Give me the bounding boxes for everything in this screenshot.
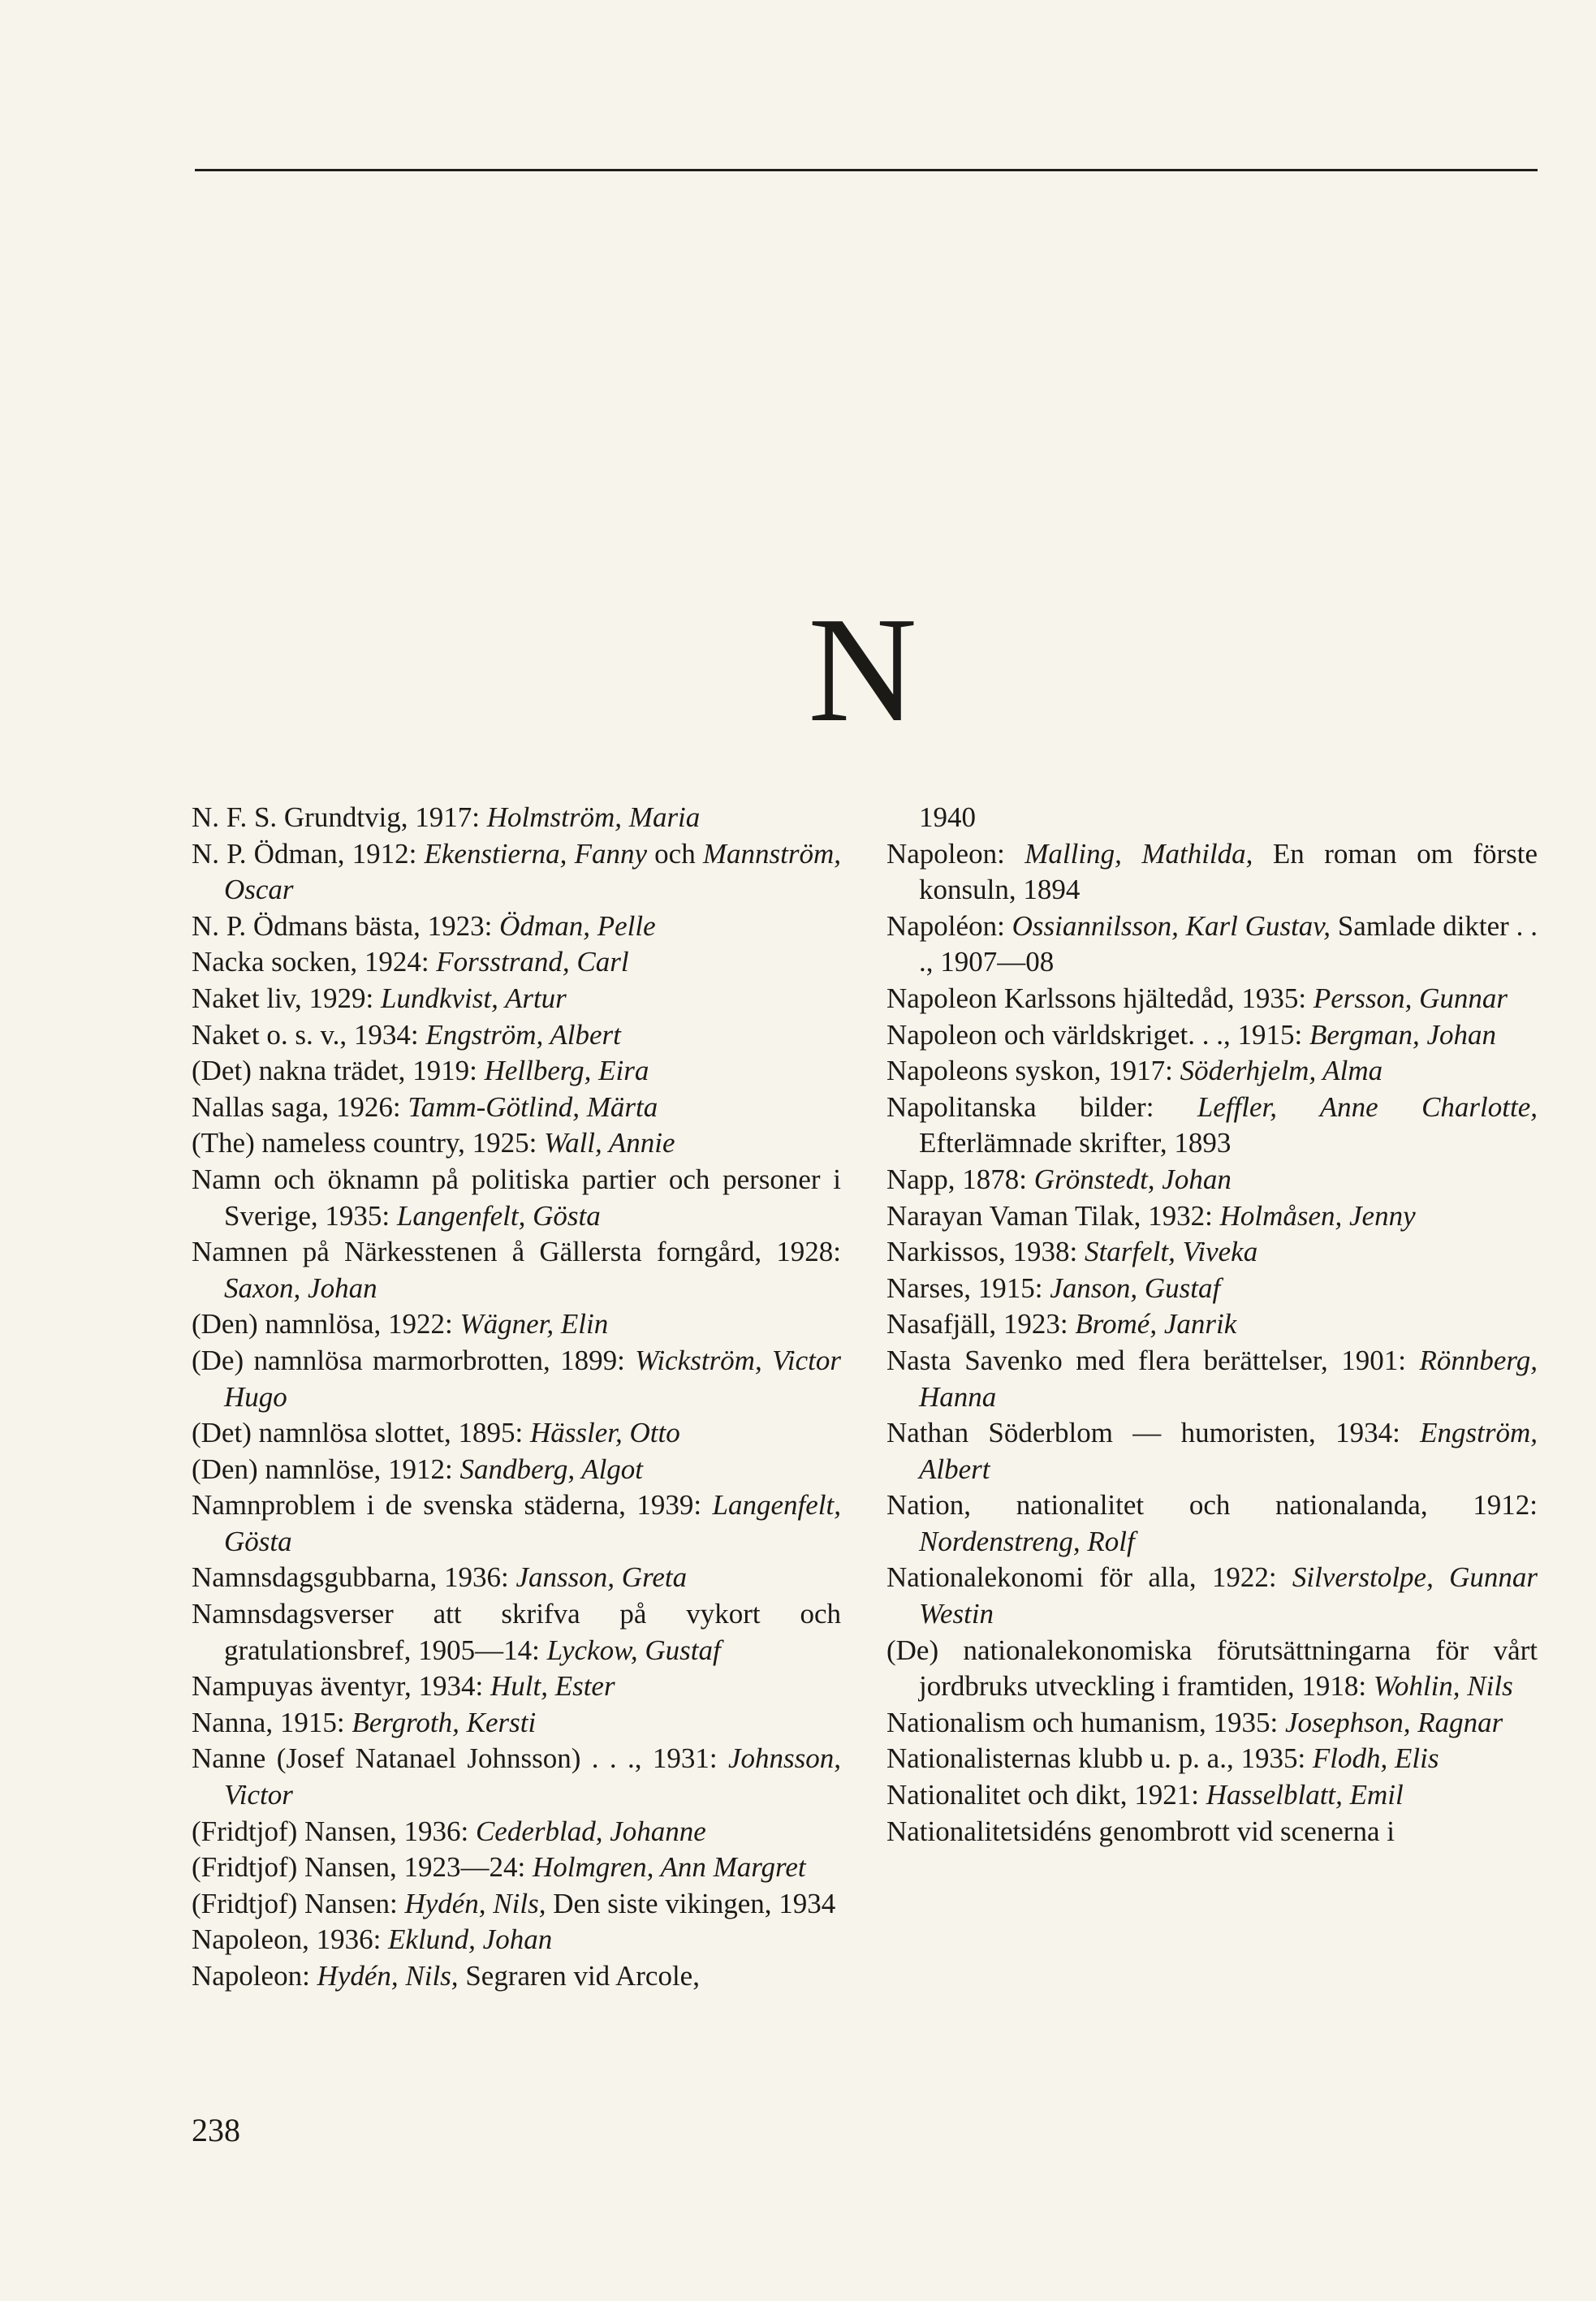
entry-title: Namn och öknamn på politiska partier och personer i Sverige, 1935:	[192, 1163, 841, 1232]
index-entry	[192, 836, 841, 909]
entry-author: Cederblad, Johanne	[475, 1815, 706, 1847]
entry-author: Johnsson, Victor	[224, 1742, 841, 1811]
index-entry	[192, 1452, 841, 1488]
entry-author: Mannström, Oscar	[224, 837, 841, 906]
entry-title: Nasafjäll, 1923:	[886, 1308, 1076, 1340]
index-entry	[886, 1017, 1538, 1054]
entry-author: Hässler, Otto	[530, 1417, 680, 1449]
index-entry	[192, 1958, 841, 1995]
entry-title: Nationalekonomi för alla, 1922:	[886, 1561, 1292, 1594]
entry-author: Hydén, Nils,	[317, 1960, 459, 1992]
entry-author: Eklund, Johan	[388, 1923, 553, 1956]
entry-title: Namnen på Närkesstenen å Gällersta forngård, 1928:	[192, 1236, 841, 1268]
entry-title: N. P. Ödman, 1912:	[192, 837, 425, 870]
index-entry	[192, 1886, 841, 1923]
entry-title: N. F. S. Grundtvig, 1917:	[192, 801, 487, 833]
entry-title: Nasta Savenko med flera berättelser, 1901:	[886, 1344, 1420, 1376]
index-entry	[192, 1306, 841, 1343]
entry-author: Langenfelt, Gösta	[396, 1199, 601, 1232]
entry-author: Engström, Albert	[425, 1018, 621, 1051]
entry-title: Narayan Vaman Tilak, 1932:	[886, 1199, 1220, 1232]
entry-title: Napoleon:	[192, 1960, 317, 1992]
index-entry	[886, 1306, 1538, 1343]
entry-title: Nanne (Josef Natanael Johnsson) . . ., 1931:	[192, 1742, 728, 1775]
index-entry	[886, 1162, 1538, 1198]
entry-author: Holmström, Maria	[486, 801, 701, 833]
entry-author: Persson, Gunnar	[1313, 982, 1508, 1014]
entry-title: Nation, nationalitet och nationalanda, 1912:	[886, 1489, 1538, 1522]
entry-title: Nationalitetsidéns genombrott vid scenerna i	[886, 1815, 1395, 1847]
entry-title: Napoleon Karlssons hjältedåd, 1935:	[886, 982, 1313, 1014]
entry-author: Bromé, Janrik	[1075, 1308, 1237, 1340]
index-entry	[886, 1415, 1538, 1487]
entry-note: Efterlämnade skrifter, 1893	[919, 1127, 1232, 1159]
index-entry	[192, 1922, 841, 1958]
entry-author: Ossiannilsson, Karl Gustav,	[1012, 909, 1331, 942]
entry-author: Starfelt, Viveka	[1085, 1236, 1258, 1268]
entry-author: Grönstedt, Johan	[1033, 1163, 1232, 1195]
index-entry	[886, 1343, 1538, 1415]
index-entry	[192, 1415, 841, 1452]
index-entry	[192, 1125, 841, 1162]
entry-title: Namnsdagsverser att skrifva på vykort och gratulationsbref, 1905—14:	[192, 1598, 841, 1666]
entry-author: Hasselblatt, Emil	[1206, 1779, 1404, 1811]
entry-note: Segraren vid Arcole,	[458, 1960, 700, 1992]
entry-author: Hult, Ester	[490, 1670, 615, 1703]
entry-title: Napolitanska bilder:	[886, 1090, 1197, 1123]
index-entry	[192, 1343, 841, 1415]
entry-author: Ekenstierna, Fanny	[424, 837, 647, 870]
entry-title: Napoleons syskon, 1917:	[886, 1055, 1180, 1087]
entry-author: Wägner, Elin	[459, 1308, 609, 1340]
index-entry	[192, 1814, 841, 1850]
section-letter: N	[808, 586, 917, 753]
index-entry	[192, 1741, 841, 1813]
entry-title: Nacka socken, 1924:	[192, 946, 437, 978]
index-entry	[192, 981, 841, 1017]
index-entry	[886, 1633, 1538, 1705]
entry-author: Josephson, Ragnar	[1284, 1706, 1503, 1738]
entry-title: Narses, 1915:	[886, 1271, 1050, 1304]
entry-title: Napoleon:	[886, 837, 1025, 870]
entry-note: En roman om förste konsuln, 1894	[919, 837, 1538, 906]
entry-title: Napp, 1878:	[886, 1163, 1034, 1195]
index-entry	[886, 1705, 1538, 1742]
page-number: 238	[192, 2112, 240, 2148]
index-entry	[886, 1271, 1538, 1307]
entry-author: Bergman, Johan	[1309, 1018, 1497, 1051]
entry-title: N. P. Ödmans bästa, 1923:	[192, 909, 500, 942]
entry-author: Langenfelt, Gösta	[224, 1489, 841, 1557]
entry-author: Wohlin, Nils	[1373, 1670, 1513, 1703]
entry-title: Naket liv, 1929:	[192, 982, 381, 1014]
left-column	[192, 800, 841, 1995]
index-entry	[886, 1560, 1538, 1632]
entry-author: Wall, Annie	[544, 1127, 675, 1159]
entry-title: Nallas saga, 1926:	[192, 1090, 408, 1123]
entry-author: Ödman, Pelle	[499, 909, 656, 942]
index-entry	[886, 1234, 1538, 1271]
entry-title: Nathan Söderblom — humoristen, 1934:	[886, 1417, 1421, 1449]
entry-author: Lyckow, Gustaf	[546, 1634, 721, 1666]
entry-title: (The) nameless country, 1925:	[192, 1127, 545, 1159]
entry-title: (Den) namnlöse, 1912:	[192, 1453, 460, 1485]
index-entry	[192, 800, 841, 836]
entry-author: Janson, Gustaf	[1050, 1271, 1221, 1304]
index-entry	[886, 1090, 1538, 1162]
entry-author: Jansson, Greta	[515, 1561, 688, 1594]
entry-title: (De) nationalekonomiska förutsättningarna för vårt jordbruks utveckling i framtiden, 1918:	[886, 1634, 1538, 1703]
index-entry	[192, 1669, 841, 1705]
entry-author: Rönnberg, Hanna	[919, 1344, 1538, 1413]
entry-title: Narkissos, 1938:	[886, 1236, 1085, 1268]
index-entry	[192, 1850, 841, 1886]
entry-title: (Den) namnlösa, 1922:	[192, 1308, 460, 1340]
index-entry	[192, 1487, 841, 1560]
entry-title: (Det) namnlösa slottet, 1895:	[192, 1417, 531, 1449]
index-entry	[192, 1560, 841, 1596]
entry-author: Lundkvist, Artur	[380, 982, 567, 1014]
index-entry	[886, 1777, 1538, 1814]
entry-title: Nampuyas äventyr, 1934:	[192, 1670, 490, 1703]
entry-author: Flodh, Elis	[1312, 1742, 1439, 1775]
index-entry	[192, 1705, 841, 1742]
entry-author: Malling, Mathilda,	[1024, 837, 1253, 870]
entry-note: 1940	[919, 801, 976, 833]
index-entry	[192, 1234, 841, 1306]
entry-title: (Det) nakna trädet, 1919:	[192, 1055, 485, 1087]
entry-title: Naket o. s. v., 1934:	[192, 1018, 426, 1051]
index-entry	[886, 1487, 1538, 1560]
index-entry	[192, 1596, 841, 1669]
entry-title: Nanna, 1915:	[192, 1706, 352, 1738]
index-entry	[886, 1053, 1538, 1090]
entry-author: Bergroth, Kersti	[352, 1706, 537, 1738]
entry-author: Nordenstreng, Rolf	[919, 1525, 1135, 1557]
index-entry	[192, 1053, 841, 1090]
index-entry	[192, 1162, 841, 1234]
entry-author: Hydén, Nils,	[404, 1887, 546, 1919]
entry-author: Engström, Albert	[919, 1417, 1538, 1485]
index-entry	[886, 800, 1538, 836]
entry-author: Silverstolpe, Gunnar Westin	[919, 1561, 1538, 1630]
entry-note: Samlade dikter . . ., 1907—08	[919, 909, 1538, 978]
entry-title: Namnproblem i de svenska städerna, 1939:	[192, 1489, 713, 1522]
entry-author: Söderhjelm, Alma	[1180, 1055, 1383, 1087]
entry-note: och	[647, 837, 703, 870]
entry-author: Sandberg, Algot	[459, 1453, 644, 1485]
entry-author: Wickström, Victor Hugo	[224, 1344, 841, 1413]
entry-author: Saxon, Johan	[224, 1271, 377, 1304]
entry-title: Nationalism och humanism, 1935:	[886, 1706, 1285, 1738]
entry-title: Napoleon och världskriget. . ., 1915:	[886, 1018, 1310, 1051]
index-entry	[192, 1017, 841, 1054]
index-entry	[886, 981, 1538, 1017]
entry-title: (Fridtjof) Nansen, 1936:	[192, 1815, 476, 1847]
index-entry	[192, 909, 841, 945]
index-entry	[192, 1090, 841, 1126]
entry-title: (Fridtjof) Nansen, 1923—24:	[192, 1851, 533, 1884]
index-entry	[886, 909, 1538, 981]
entry-author: Holmåsen, Jenny	[1219, 1199, 1416, 1232]
entry-note: Den siste vikingen, 1934	[546, 1887, 836, 1919]
right-column	[886, 800, 1538, 1850]
entry-author: Leffler, Anne Charlotte,	[1197, 1090, 1538, 1123]
entry-title: (De) namnlösa marmorbrotten, 1899:	[192, 1344, 636, 1376]
index-entry	[886, 1741, 1538, 1777]
entry-title: (Fridtjof) Nansen:	[192, 1887, 405, 1919]
entry-title: Nationalisternas klubb u. p. a., 1935:	[886, 1742, 1313, 1775]
entry-title: Napoléon:	[886, 909, 1012, 942]
header-rule	[195, 169, 1538, 171]
entry-author: Hellberg, Eira	[484, 1055, 649, 1087]
index-entry	[886, 1198, 1538, 1235]
index-entry	[886, 836, 1538, 909]
entry-title: Namnsdagsgubbarna, 1936:	[192, 1561, 516, 1594]
index-entry	[192, 944, 841, 981]
entry-title: Nationalitet och dikt, 1921:	[886, 1779, 1206, 1811]
entry-author: Holmgren, Ann Margret	[532, 1851, 806, 1884]
entry-author: Tamm-Götlind, Märta	[408, 1090, 658, 1123]
index-entry	[886, 1814, 1538, 1850]
entry-author: Forsstrand, Carl	[436, 946, 629, 978]
entry-title: Napoleon, 1936:	[192, 1923, 389, 1956]
